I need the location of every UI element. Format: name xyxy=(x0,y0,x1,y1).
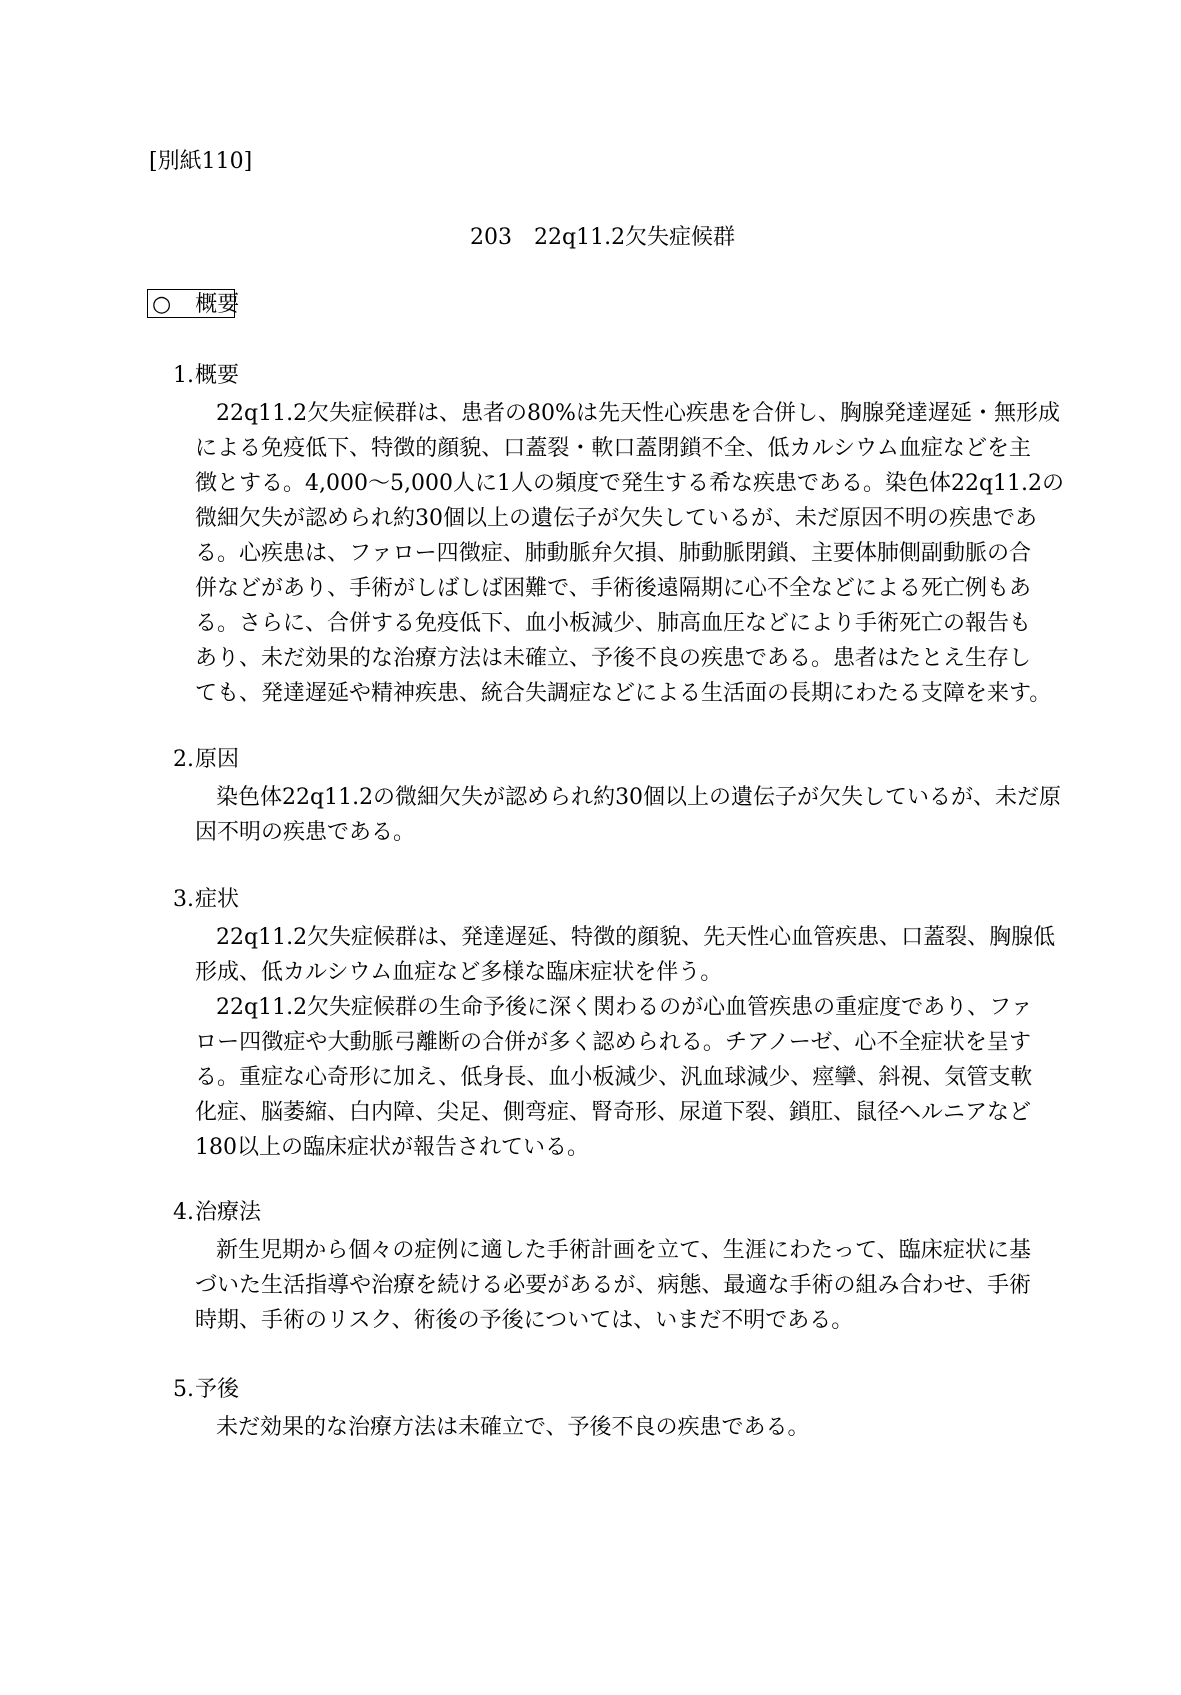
section-heading xyxy=(173,882,1033,917)
summary-heading-label: 概要 xyxy=(195,292,240,317)
paragraph-line: あり、未だ効果的な治療方法は未確立、予後不良の疾患である。患者はたとえ生存し xyxy=(195,646,1032,671)
section-title: 原因 xyxy=(195,747,240,772)
document-title xyxy=(470,225,736,250)
section-number: 5. xyxy=(173,1377,194,1402)
document-label: [別紙110] xyxy=(149,149,253,174)
section-title: 症状 xyxy=(195,887,240,912)
paragraph-line: による免疫低下、特徴的顔貌、口蓋裂・軟口蓋閉鎖不全、低カルシウム血症などを主 xyxy=(195,436,1031,461)
paragraph-line: 徴とする。4,000～5,000人に1人の頻度で発生する希な疾患である。染色体22q11.2の xyxy=(195,471,1065,496)
section-body xyxy=(195,1233,1031,1338)
paragraph-line: 因不明の疾患である。 xyxy=(195,820,416,845)
section-4 xyxy=(173,1195,1033,1338)
paragraph-line: 形成、低カルシウム血症など多様な臨床症状を伴う。 xyxy=(195,960,723,985)
section-heading xyxy=(173,1195,1033,1230)
section-number: 4. xyxy=(173,1200,194,1225)
paragraph-line: 22q11.2欠失症候群の生命予後に深く関わるのが心血管疾患の重症度であり、ファ xyxy=(216,995,1033,1020)
section-5 xyxy=(173,1372,1033,1445)
paragraph-line: 180以上の臨床症状が報告されている。 xyxy=(195,1135,589,1160)
paragraph-line: 未だ効果的な治療方法は未確立で、予後不良の疾患である。 xyxy=(216,1415,810,1440)
section-title: 予後 xyxy=(195,1377,240,1402)
paragraph-line: 新生児期から個々の症例に適した手術計画を立て、生涯にわたって、臨床症状に基 xyxy=(216,1238,1031,1263)
disease-name: 22q11.2欠失症候群 xyxy=(534,225,736,250)
section-body xyxy=(195,920,1056,1165)
paragraph-line: ても、発達遅延や精神疾患、統合失調症などによる生活面の長期にわたる支障を来す。 xyxy=(195,681,1052,706)
circle-marker-icon: ○ xyxy=(152,292,172,317)
section-2 xyxy=(173,742,1062,850)
section-title: 治療法 xyxy=(195,1200,262,1225)
section-3 xyxy=(173,882,1056,1165)
paragraph-line: ロー四徴症や大動脈弓離断の合併が多く認められる。チアノーゼ、心不全症状を呈す xyxy=(195,1030,1031,1055)
paragraph-line: 微細欠失が認められ約30個以上の遺伝子が欠失しているが、未だ原因不明の疾患であ xyxy=(195,506,1037,531)
section-heading xyxy=(173,358,1033,393)
paragraph-line: る。さらに、合併する免疫低下、血小板減少、肺高血圧などにより手術死亡の報告も xyxy=(195,611,1032,636)
section-body xyxy=(195,1410,1031,1445)
section-body xyxy=(195,396,1065,711)
section-heading xyxy=(173,742,1033,777)
section-heading xyxy=(173,1372,1033,1407)
section-number: 1. xyxy=(173,363,194,388)
section-title: 概要 xyxy=(195,363,240,388)
paragraph-line: 22q11.2欠失症候群は、発達遅延、特徴的顔貌、先天性心血管疾患、口蓋裂、胸腺低 xyxy=(216,925,1056,950)
paragraph-line: づいた生活指導や治療を続ける必要があるが、病態、最適な手術の組み合わせ、手術 xyxy=(195,1273,1031,1298)
section-number: 2. xyxy=(173,747,194,772)
paragraph-line: 染色体22q11.2の微細欠失が認められ約30個以上の遺伝子が欠失しているが、未だ原 xyxy=(216,785,1062,810)
section-1 xyxy=(173,358,1065,711)
paragraph-line: 時期、手術のリスク、術後の予後については、いまだ不明である。 xyxy=(195,1308,854,1333)
section-body xyxy=(195,780,1062,850)
summary-heading-box xyxy=(147,289,240,318)
section-number: 3. xyxy=(173,887,194,912)
paragraph-line: 併などがあり、手術がしばしば困難で、手術後遠隔期に心不全などによる死亡例もあ xyxy=(195,576,1031,601)
paragraph-line: 化症、脳萎縮、白内障、尖足、側弯症、腎奇形、尿道下裂、鎖肛、鼠径ヘルニアなど xyxy=(195,1100,1032,1125)
paragraph-line: 22q11.2欠失症候群は、患者の80%は先天性心疾患を合併し、胸腺発達遅延・無形成 xyxy=(216,401,1060,426)
disease-number: 203 xyxy=(470,225,512,250)
paragraph-line: る。重症な心奇形に加え、低身長、血小板減少、汎血球減少、痙攣、斜視、気管支軟 xyxy=(195,1065,1033,1090)
paragraph-line: る。心疾患は、ファロー四徴症、肺動脈弁欠損、肺動脈閉鎖、主要体肺側副動脈の合 xyxy=(195,541,1031,566)
